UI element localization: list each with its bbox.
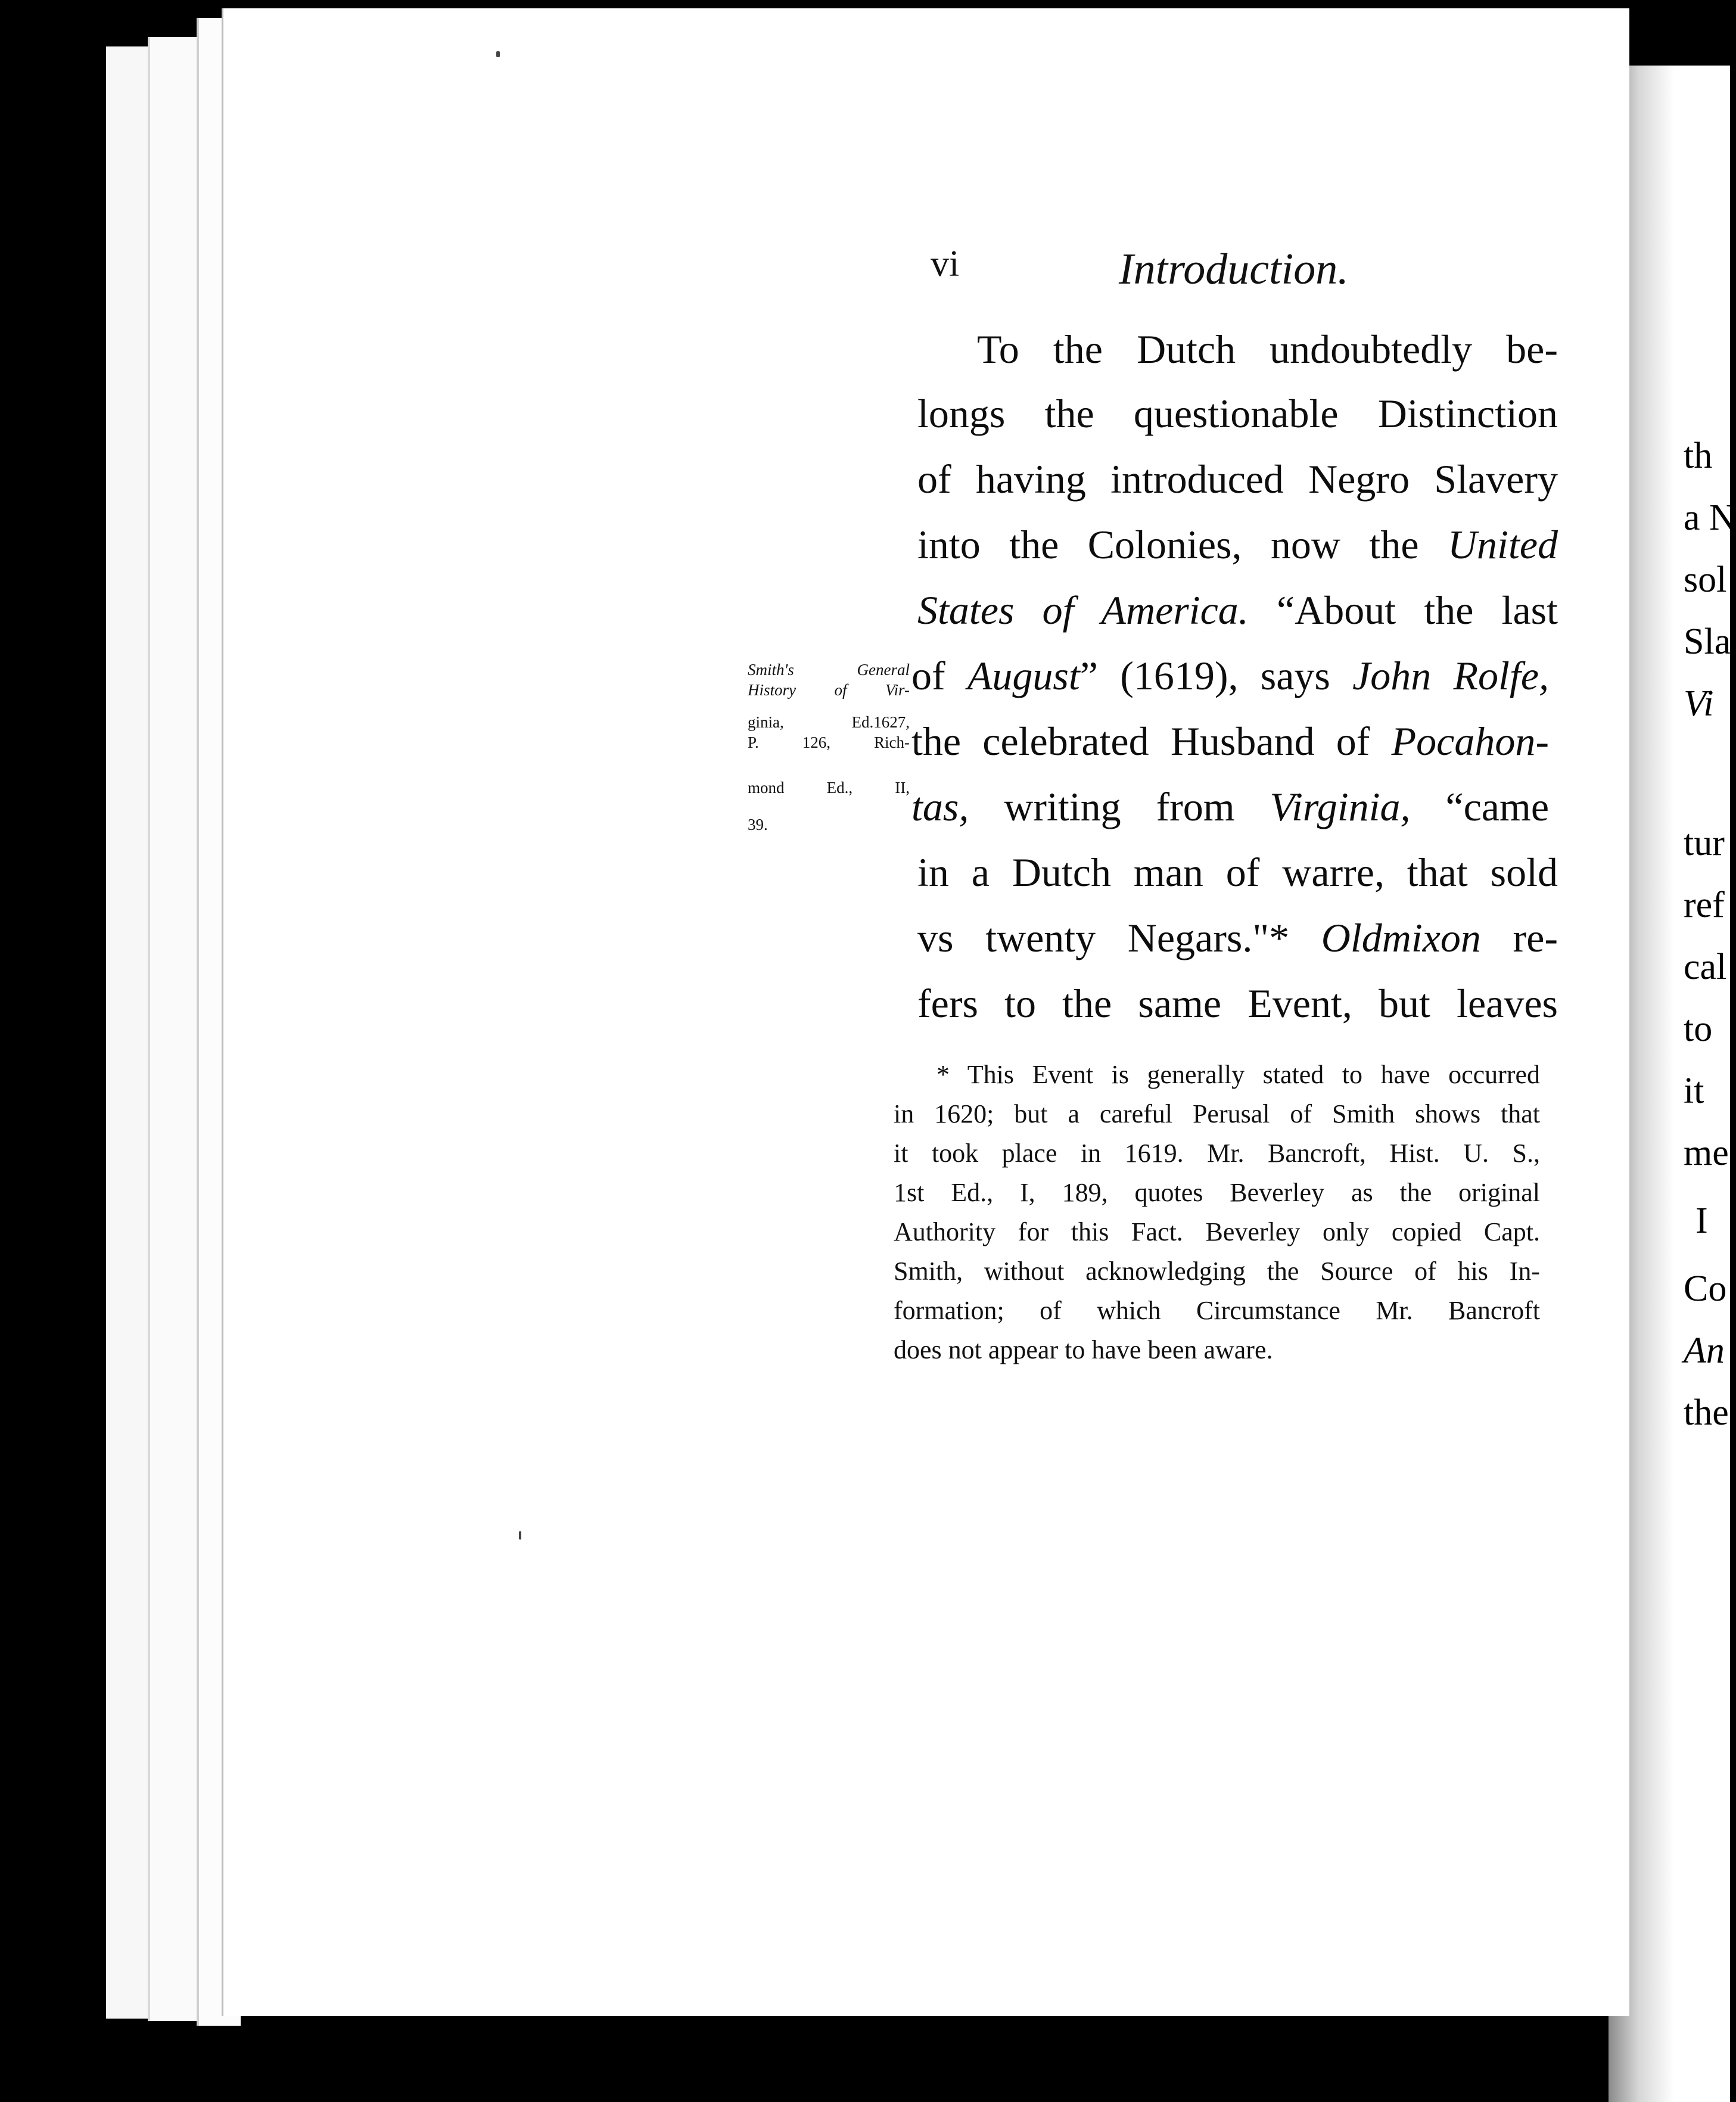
marginal-note-line: History of Vir-	[748, 681, 910, 699]
body-text: “About the last	[1276, 587, 1558, 633]
footnote-line: formation; of which Circumstance Mr. Bancroft	[894, 1296, 1540, 1325]
body-italic-text: States of America.	[917, 587, 1249, 633]
body-text: ” (1619), says	[1079, 653, 1330, 698]
body-text: writing from	[1004, 784, 1235, 829]
body-text: re-	[1513, 915, 1558, 960]
body-line	[911, 786, 1549, 827]
facing-line: to	[1684, 1009, 1713, 1049]
body-italic-text: Pocahon-	[1391, 719, 1549, 764]
body-text: vs twenty Negars."*	[917, 915, 1290, 960]
facing-line: sol	[1684, 559, 1727, 600]
body-italic-text: United	[1447, 522, 1558, 567]
facing-line: a N	[1684, 497, 1736, 538]
body-text: into the Colonies, now the	[917, 522, 1419, 567]
facing-line: Vi	[1684, 683, 1714, 724]
marginal-note-line: ginia, Ed.1627,	[748, 713, 910, 731]
body-line	[917, 587, 1558, 633]
footnote-line: Authority for this Fact. Beverley only copied Capt.	[894, 1217, 1540, 1246]
footnote-line: it took place in 1619. Mr. Bancroft, Hist. U. S.,	[894, 1139, 1540, 1168]
body-line: fers to the same Event, but leaves	[917, 981, 1558, 1026]
body-line	[911, 719, 1549, 764]
facing-line: tur	[1684, 823, 1725, 863]
facing-line: it	[1684, 1071, 1704, 1111]
body-line	[911, 655, 1549, 696]
facing-line: cal	[1684, 947, 1727, 987]
body-line	[917, 524, 1558, 565]
body-line	[917, 915, 1558, 960]
body-text: “came	[1445, 784, 1550, 829]
body-italic-text: August	[967, 653, 1080, 698]
facing-line: Sla	[1684, 621, 1731, 662]
marginal-note-line: P. 126, Rich-	[748, 733, 910, 751]
paper-speck	[496, 51, 500, 57]
facing-line: Co	[1684, 1268, 1727, 1309]
body-text: of	[911, 653, 945, 698]
marginal-note-line: 39.	[748, 816, 768, 834]
footnote-line: * This Event is generally stated to have occurred	[937, 1060, 1540, 1089]
body-italic-text: tas,	[911, 784, 969, 829]
facing-line: An	[1684, 1330, 1725, 1371]
running-title: Introduction.	[1119, 245, 1349, 294]
body-italic-text: Oldmixon	[1321, 915, 1481, 960]
footnote-line: does not appear to have been aware.	[894, 1335, 1273, 1364]
footnote-line: in 1620; but a careful Perusal of Smith shows that	[894, 1099, 1540, 1128]
footnote-line: 1st Ed., I, 189, quotes Beverley as the original	[894, 1178, 1540, 1207]
facing-line: ref	[1684, 885, 1725, 925]
body-line: of having introduced Negro Slavery	[917, 456, 1558, 502]
facing-line: I	[1695, 1201, 1708, 1241]
body-line: longs the questionable Distinction	[917, 391, 1558, 436]
marginal-note-line: Smith's General	[748, 661, 910, 679]
body-italic-text: Virginia,	[1270, 784, 1411, 829]
marginal-note-line: mond Ed., II,	[748, 779, 910, 797]
body-line: in a Dutch man of warre, that sold	[917, 850, 1558, 895]
facing-line: th	[1684, 436, 1713, 476]
body-line: To the Dutch undoubtedly be-	[977, 327, 1558, 372]
facing-line: me	[1684, 1133, 1729, 1173]
paper-speck	[519, 1531, 521, 1540]
body-italic-text: John Rolfe,	[1352, 653, 1549, 698]
page-number: vi	[931, 244, 960, 284]
facing-line: the	[1684, 1392, 1729, 1433]
footnote-line: Smith, without acknowledging the Source of his In-	[894, 1257, 1540, 1286]
body-text: the celebrated Husband of	[911, 719, 1370, 764]
